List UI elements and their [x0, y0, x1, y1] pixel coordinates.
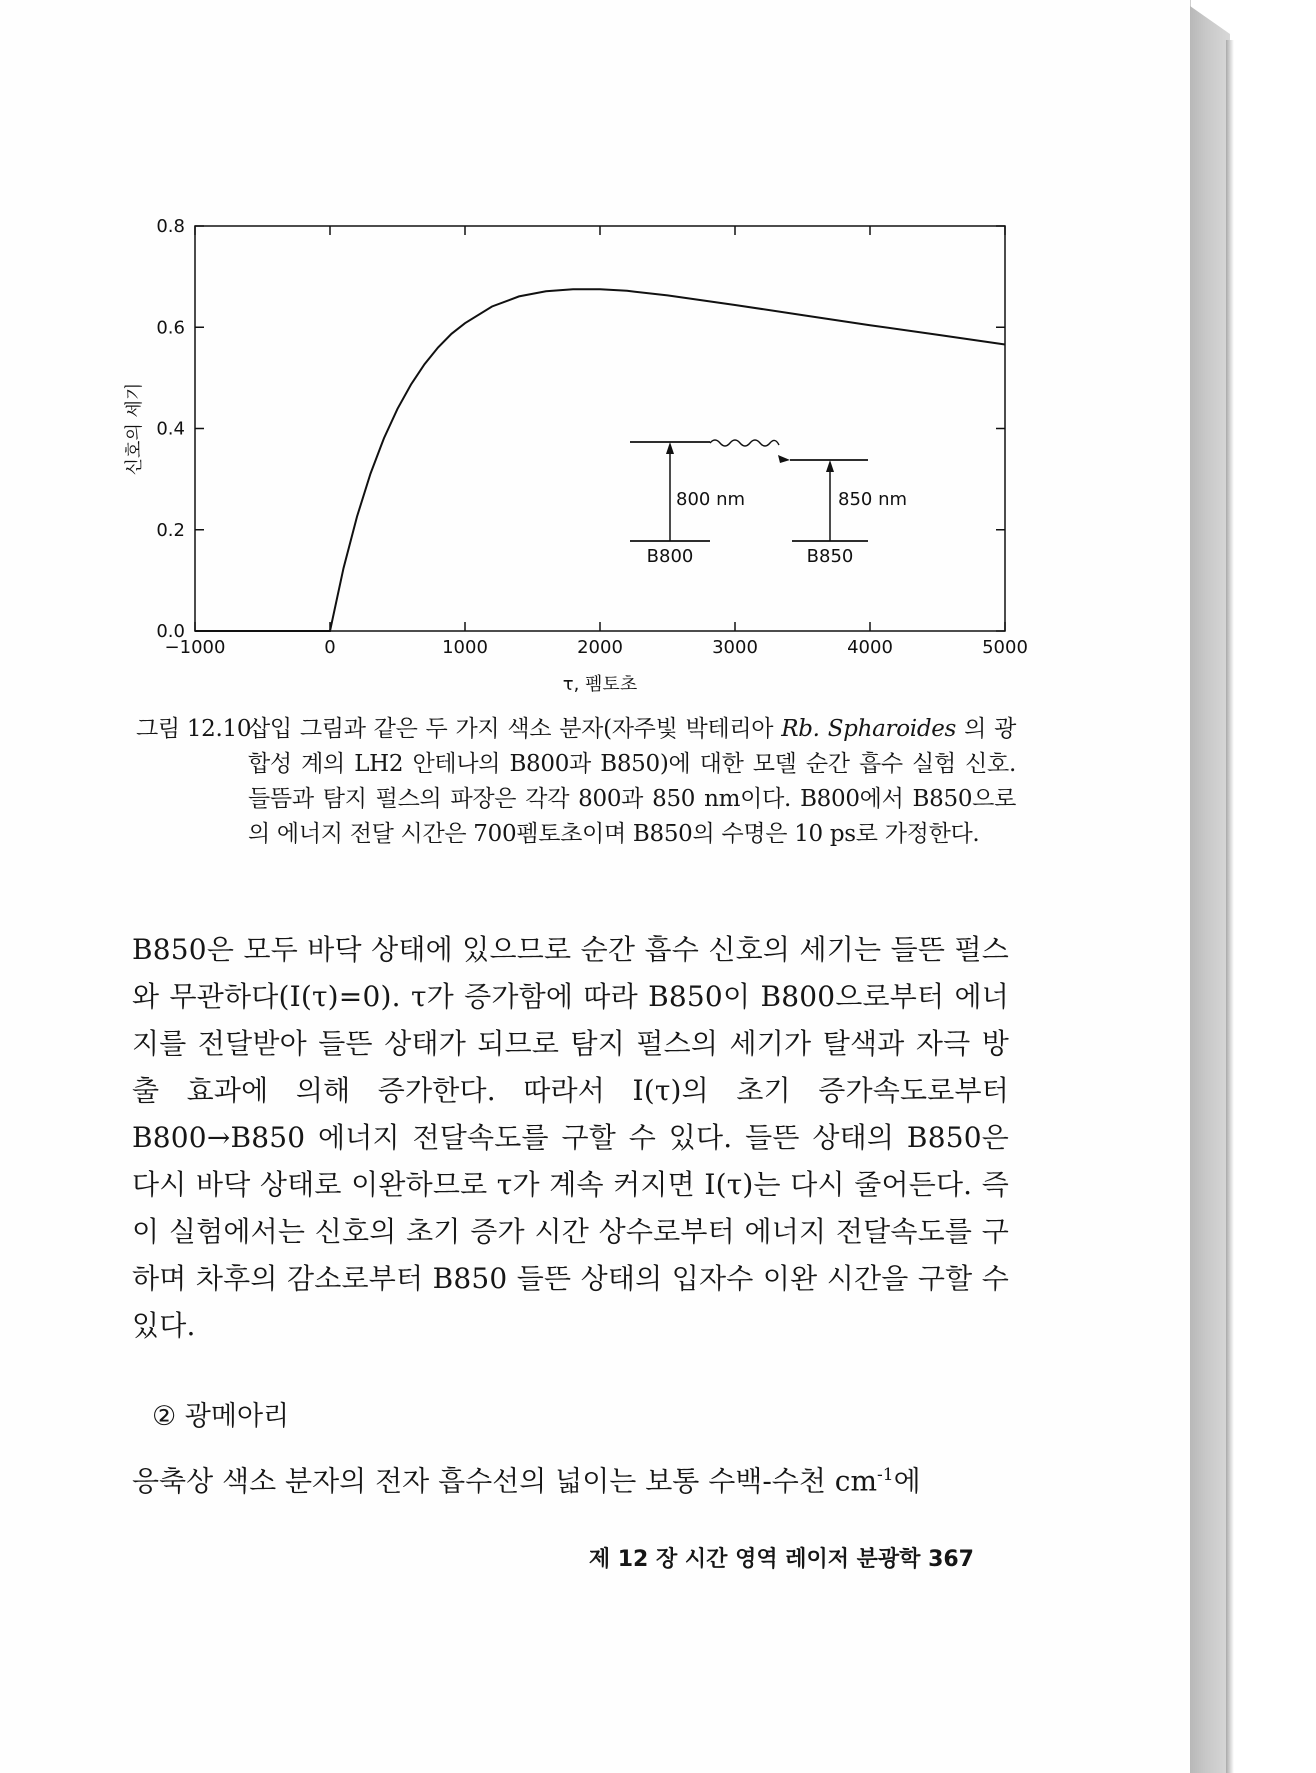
energy-transfer-wavy-arrow [710, 440, 779, 446]
y-tick-label: 0.8 [156, 216, 185, 237]
b850-label: B850 [806, 546, 854, 567]
section-line-end: 에 [893, 1464, 921, 1498]
x-tick-label: 5000 [982, 637, 1028, 658]
signal-curve [195, 289, 1005, 631]
x-tick-label: 2000 [577, 637, 623, 658]
y-tick-label: 0.6 [156, 317, 185, 339]
b850-arrowhead [826, 460, 834, 472]
y-tick-label: 0.0 [156, 621, 185, 642]
plot-border [195, 226, 1005, 631]
x-tick-label: 4000 [847, 637, 893, 658]
b800-label: B800 [646, 546, 694, 567]
page-footer: 제 12 장 시간 영역 레이저 분광학 367 [588, 1547, 974, 1572]
energy-level-inset [630, 440, 907, 567]
x-tick-label: 3000 [712, 637, 758, 658]
y-tick-label: 0.4 [156, 418, 185, 440]
caption-line1: 삽입 그림과 같은 두 가지 색소 분자(자주빛 박테리아 [248, 716, 782, 742]
figure-caption [136, 712, 1016, 852]
body-paragraph [132, 926, 1009, 1349]
section-line-sup: -1 [877, 1465, 894, 1485]
x-tick-labels [165, 637, 1028, 658]
axis-ticks [195, 226, 1005, 631]
transfer-arrowhead [778, 455, 790, 463]
caption-species: Rb. Spharoides [781, 716, 957, 742]
caption-text [248, 712, 1016, 852]
x-tick-label: 0 [324, 637, 336, 658]
plot-frame [195, 226, 1005, 631]
y-axis-label: 신호의 세기 [124, 382, 145, 476]
y-tick-labels [156, 216, 185, 642]
x-tick-label: −1000 [164, 637, 226, 658]
paragraph-text: B850은 모두 바닥 상태에 있으므로 순간 흡수 신호의 세기는 들뜬 펄스와 무관하다(I(τ)=0). τ가 증가함에 따라 B850이 B800으로부터 에너지를 전달받아 들뜬 상태가 되므로 탐지 펄스의 세기가 탈색과 자극 방출 효과에 의해 증가한다. 따라서 I(τ)의 초기 증가속도로부터 B800→B850 에너지 전달속도를 구할 수 있다. 들뜬 상태의 B850은 다시 바닥 상태로 이완하므로 τ가 계속 커지면 I(τ)는 다시 줄어든다. 즉 이 실험에서는 신호의 초기 증가 시간 상수로부터 에너지 전달속도를 구하며 차후의 감소로부터 B850 들뜬 상태의 입자수 이완 시간을 구할 수 있다. [132, 933, 1009, 1342]
b800-arrowhead [666, 442, 674, 454]
y-tick-label: 0.2 [156, 519, 185, 541]
section-line-text: 응축상 색소 분자의 전자 흡수선의 넓이는 보통 수백-수천 cm [132, 1464, 878, 1498]
x-axis-label: τ, 펨토초 [562, 674, 638, 695]
right-transition-label: 850 nm [838, 489, 908, 510]
x-tick-label: 1000 [442, 637, 488, 658]
section-first-line [132, 1452, 1009, 1504]
section-heading: ② 광메아리 [152, 1401, 290, 1432]
figure-number: 그림 12.10 [136, 716, 252, 742]
left-transition-label: 800 nm [676, 489, 746, 510]
caption-rest: 의 광합성 계의 LH2 안테나의 B800과 B850)에 대한 모델 순간 흡수 실험 신호. 들뜸과 탐지 펄스의 파장은 각각 800과 850 nm이다. B800에서 B850으로의 에너지 전달 시간은 700펨토초이며 B850의 수명은 10 ps로 가정한다. [248, 716, 1016, 847]
